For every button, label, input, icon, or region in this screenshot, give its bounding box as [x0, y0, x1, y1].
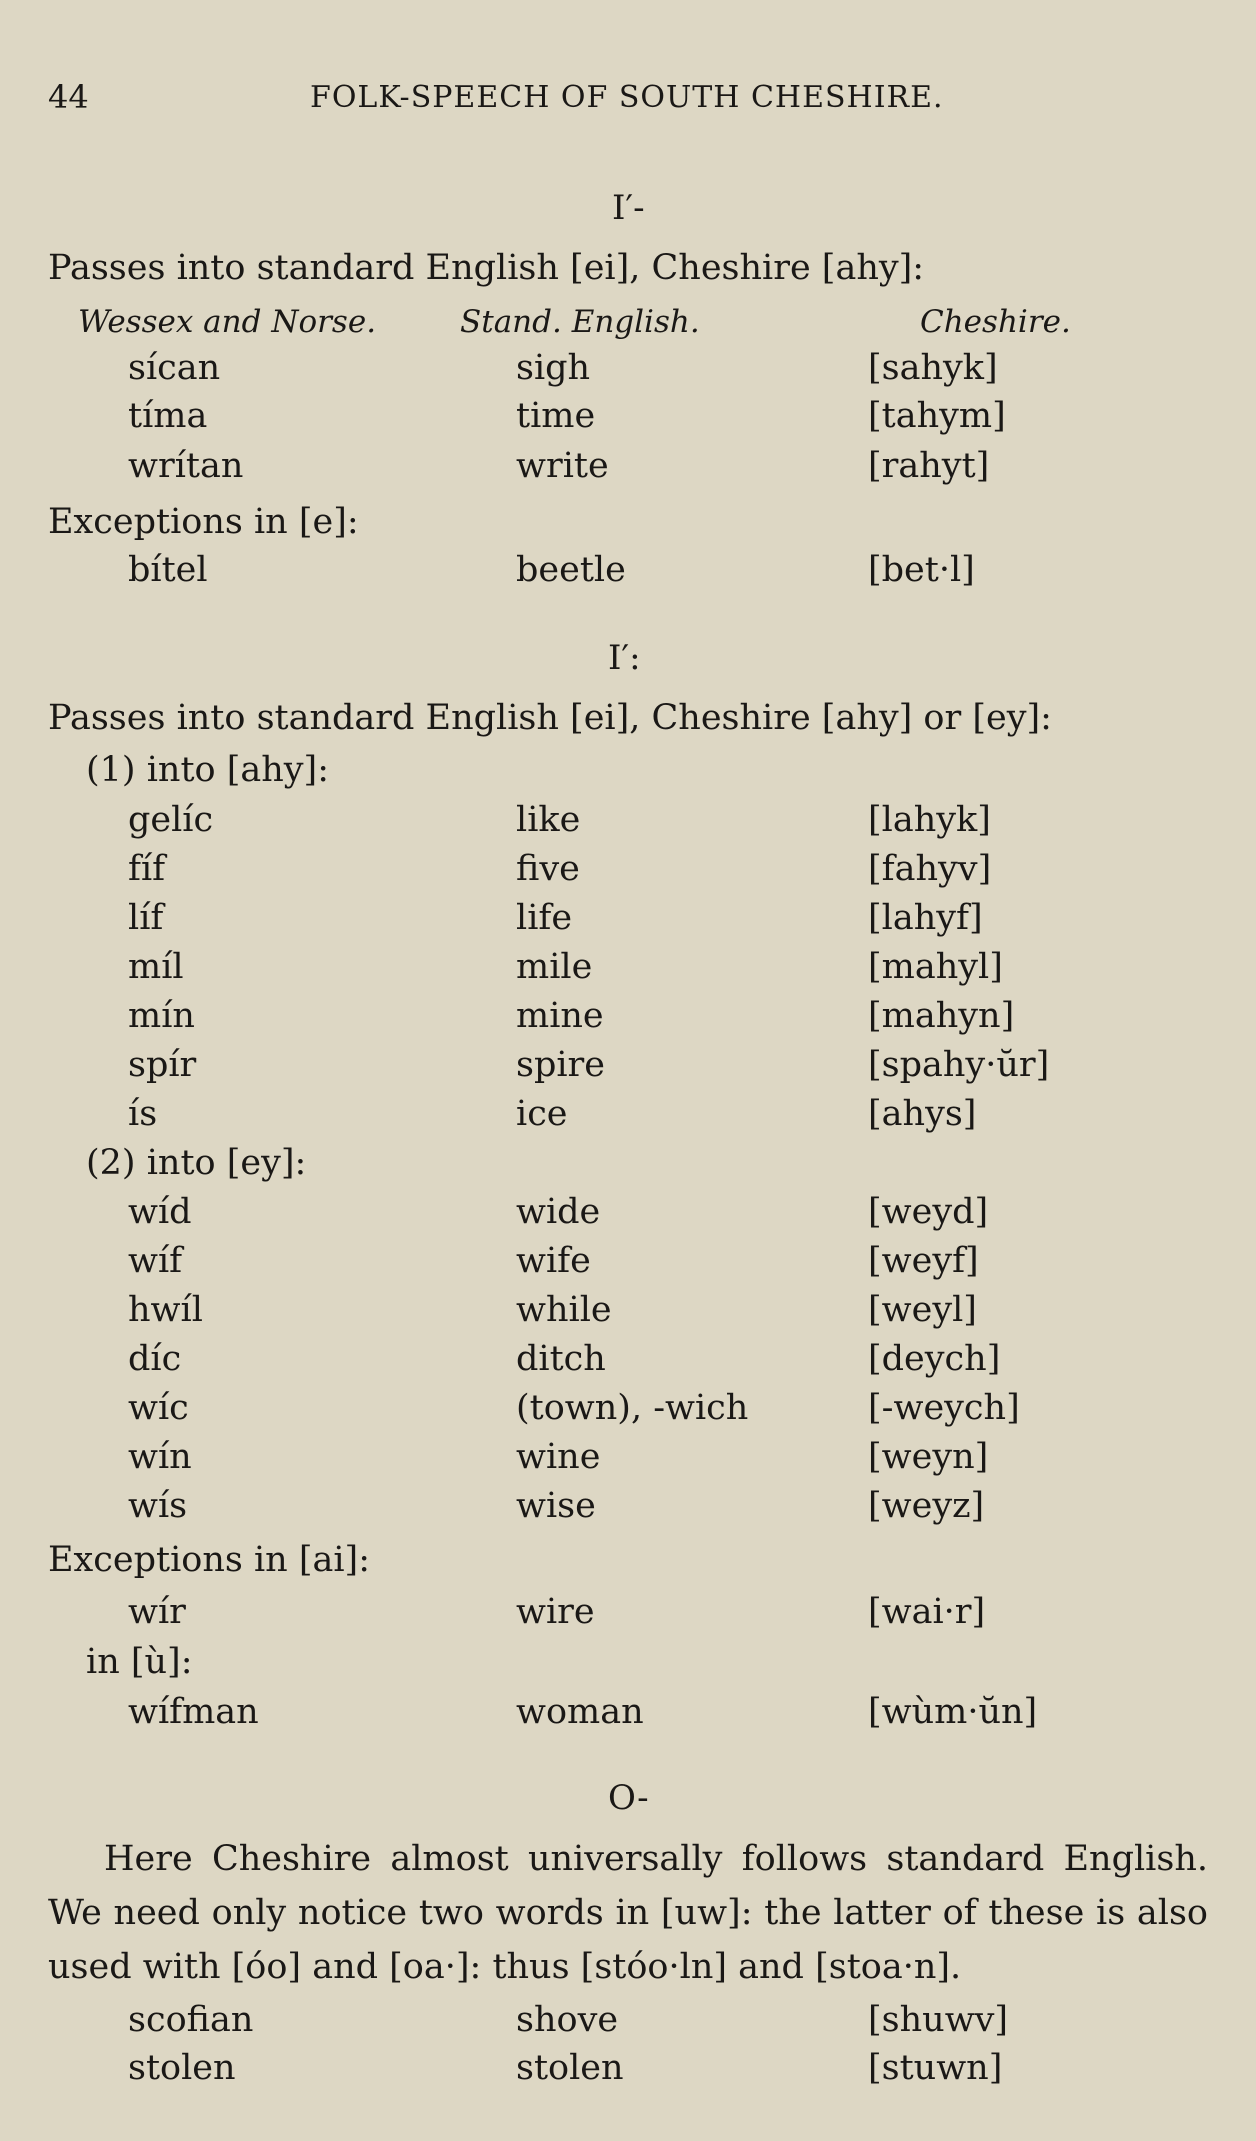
table-cell: wrítan — [128, 446, 244, 486]
table-cell: [sahyk] — [868, 348, 998, 388]
table-cell: [-weych] — [868, 1388, 1020, 1428]
table-cell: [rahyt] — [868, 446, 990, 486]
body-paragraph — [48, 1832, 1208, 1994]
table-cell: [mahyn] — [868, 996, 1015, 1036]
table-cell: woman — [516, 1692, 644, 1732]
table-cell: shove — [516, 2000, 619, 2040]
table-cell: [weyd] — [868, 1192, 989, 1232]
table-cell: [fahyv] — [868, 849, 992, 889]
column-header-standard: Stand. English. — [460, 304, 700, 340]
table-cell: wine — [516, 1437, 601, 1477]
table-cell: (town), -wich — [516, 1388, 749, 1428]
table-cell: [wùm·ŭn] — [868, 1692, 1038, 1732]
section-heading-o: O- — [608, 1778, 649, 1818]
subsection-label-ahy: (1) into [ahy]: — [86, 750, 329, 790]
table-cell: bítel — [128, 550, 208, 590]
table-cell: ditch — [516, 1339, 606, 1379]
table-cell: hwíl — [128, 1290, 203, 1330]
table-cell: wife — [516, 1241, 591, 1281]
table-cell: [shuwv] — [868, 2000, 1009, 2040]
table-cell: fíf — [128, 849, 166, 889]
table-cell: sigh — [516, 348, 591, 388]
table-cell: [tahym] — [868, 396, 1006, 436]
table-cell: life — [516, 898, 573, 938]
paragraph-line: used with [óo] and [oa·]: thus [stóo·ln] and [stoa·n]. — [48, 1947, 962, 1987]
section-heading-i-long: I′- — [612, 188, 645, 228]
table-cell: five — [516, 849, 580, 889]
exceptions-label-u: in [ù]: — [86, 1642, 193, 1682]
table-cell: beetle — [516, 550, 626, 590]
table-cell: scofian — [128, 2000, 254, 2040]
table-cell: [deych] — [868, 1339, 1001, 1379]
table-cell: [ahys] — [868, 1094, 977, 1134]
table-cell: ís — [128, 1094, 158, 1134]
table-cell: líf — [128, 898, 164, 938]
table-cell: mín — [128, 996, 195, 1036]
column-header-wessex: Wessex and Norse. — [78, 304, 377, 340]
table-cell: wíd — [128, 1192, 192, 1232]
table-cell: ice — [516, 1094, 568, 1134]
paragraph-line: We need only notice two words in [uw]: the latter of these is also — [48, 1893, 1208, 1933]
table-cell: while — [516, 1290, 612, 1330]
table-cell: [weyl] — [868, 1290, 977, 1330]
table-cell: wír — [128, 1592, 186, 1632]
table-cell: tíma — [128, 396, 208, 436]
table-cell: [bet·l] — [868, 550, 975, 590]
table-cell: míl — [128, 947, 184, 987]
exceptions-label: Exceptions in [e]: — [48, 502, 359, 542]
table-cell: gelíc — [128, 800, 214, 840]
table-cell: wíf — [128, 1241, 183, 1281]
page-number: 44 — [48, 78, 89, 116]
table-cell: wire — [516, 1592, 595, 1632]
section1-intro: Passes into standard English [ei], Cheshire [ahy]: — [48, 248, 925, 288]
paragraph-line: Here Cheshire almost universally follows standard English. — [104, 1839, 1208, 1879]
table-cell: like — [516, 800, 581, 840]
table-cell: díc — [128, 1339, 182, 1379]
table-cell: [lahyk] — [868, 800, 991, 840]
table-cell: [weyz] — [868, 1486, 985, 1526]
table-cell: write — [516, 446, 609, 486]
table-cell: [weyf] — [868, 1241, 979, 1281]
column-header-cheshire: Cheshire. — [920, 304, 1071, 340]
table-cell: mine — [516, 996, 604, 1036]
table-cell: wífman — [128, 1692, 259, 1732]
table-cell: sícan — [128, 348, 221, 388]
table-cell: [stuwn] — [868, 2048, 1003, 2088]
subsection-label-ey: (2) into [ey]: — [86, 1143, 307, 1183]
section2-intro: Passes into standard English [ei], Cheshire [ahy] or [ey]: — [48, 698, 1052, 738]
table-cell: stolen — [128, 2048, 236, 2088]
table-cell: stolen — [516, 2048, 624, 2088]
table-cell: mile — [516, 947, 593, 987]
section-heading-i-long-colon: I′: — [608, 638, 641, 678]
table-cell: wise — [516, 1486, 596, 1526]
table-cell: spír — [128, 1045, 197, 1085]
table-cell: wíc — [128, 1388, 189, 1428]
table-cell: [weyn] — [868, 1437, 989, 1477]
table-cell: wín — [128, 1437, 192, 1477]
table-cell: wide — [516, 1192, 601, 1232]
table-cell: time — [516, 396, 596, 436]
running-title: FOLK-SPEECH OF SOUTH CHESHIRE. — [310, 80, 944, 115]
table-cell: spire — [516, 1045, 606, 1085]
table-cell: [mahyl] — [868, 947, 1003, 987]
table-cell: [lahyf] — [868, 898, 983, 938]
table-cell: wís — [128, 1486, 188, 1526]
exceptions-label: Exceptions in [ai]: — [48, 1540, 370, 1580]
table-cell: [spahy·ŭr] — [868, 1045, 1050, 1085]
table-cell: [wai·r] — [868, 1592, 986, 1632]
